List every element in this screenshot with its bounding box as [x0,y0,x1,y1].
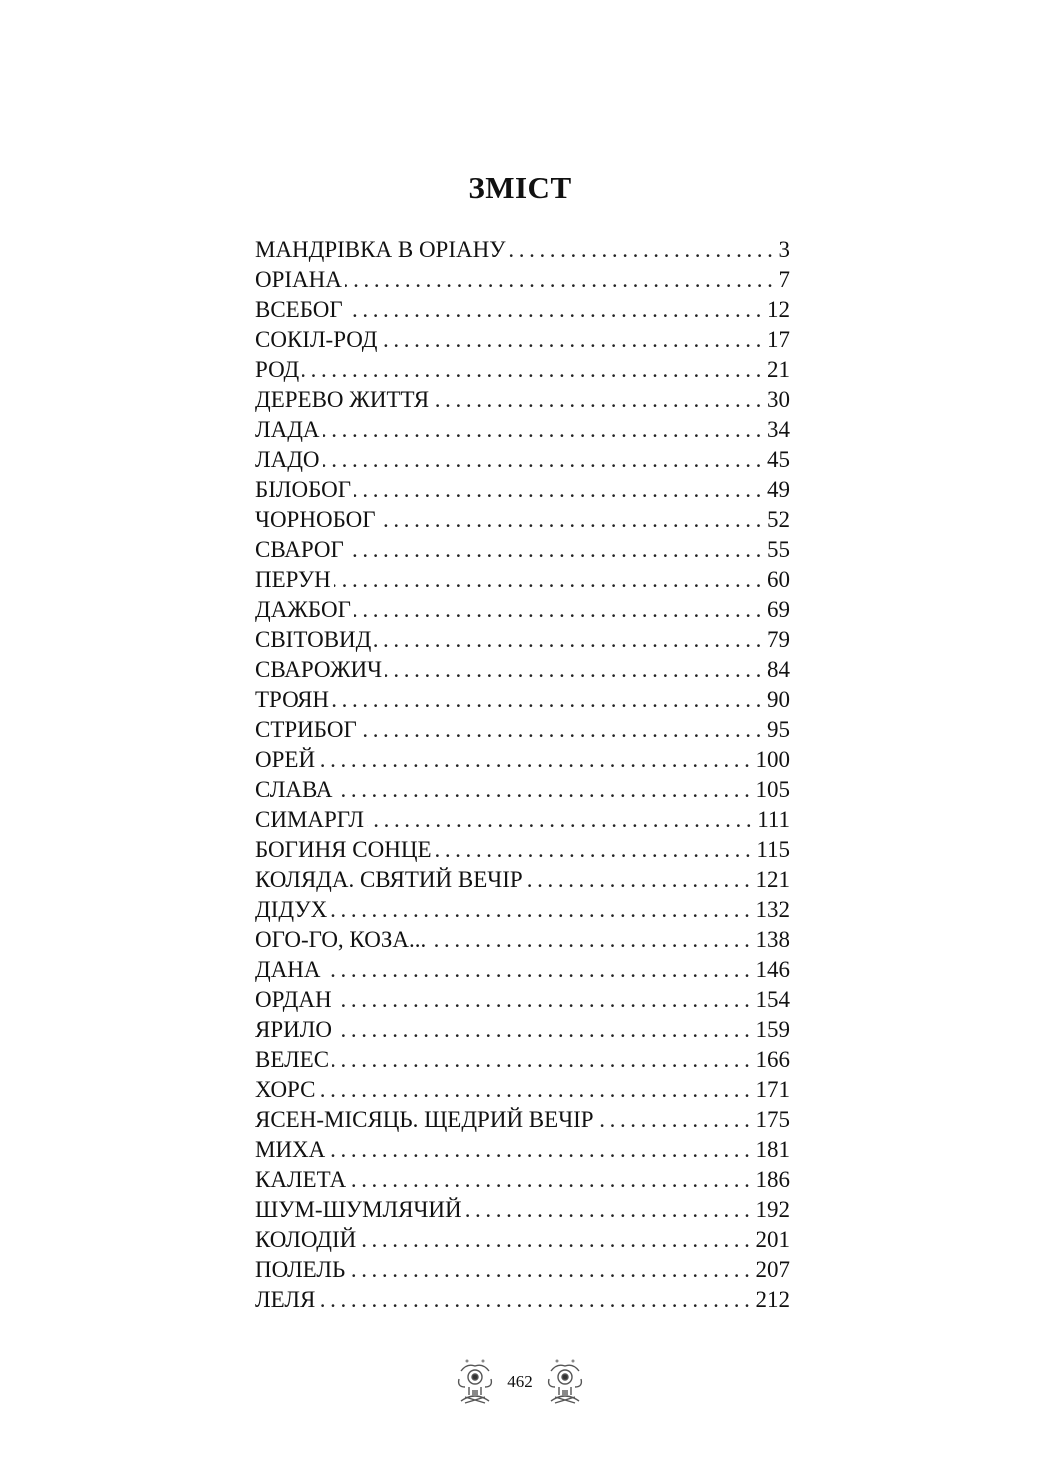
dot-leader [318,1075,754,1105]
toc-entry-page: 21 [767,357,790,382]
toc-entry-page: 121 [755,867,790,892]
toc-entry[interactable] [255,595,790,625]
toc-entry-title: РОД [255,357,300,382]
toc-entry[interactable] [255,655,790,685]
toc-entry[interactable] [255,955,790,985]
dot-leader [597,1105,755,1135]
toc-entry-page: 7 [778,267,790,292]
dot-leader [323,445,766,475]
dot-leader [367,805,756,835]
toc-entry-title: СВАРОЖИЧ [255,657,383,682]
toc-entry-title: ОРДАН [255,987,332,1012]
dot-leader [347,535,766,565]
toc-entry-title: БІЛОБОГ [255,477,352,502]
toc-entry-page: 60 [767,567,790,592]
toc-entry-title: ШУМ-ШУМЛЯЧИЙ [255,1197,462,1222]
toc-entry-page: 95 [767,717,790,742]
toc-entry-title: СОКІЛ-РОД [255,327,378,352]
toc-entry-page: 34 [767,417,790,442]
dot-leader [335,985,755,1015]
dot-leader [360,715,766,745]
toc-entry-page: 52 [767,507,790,532]
toc-entry[interactable] [255,895,790,925]
toc-entry-page: 111 [757,807,790,832]
dot-leader [379,505,766,535]
toc-entry[interactable] [255,505,790,535]
folk-ornament-icon [453,1357,497,1407]
toc-entry-title: ЛЕЛЯ [255,1287,316,1312]
toc-entry[interactable] [255,1285,790,1315]
toc-entry-title: ДІДУХ [255,897,328,922]
toc-entry-page: 49 [767,477,790,502]
toc-entry[interactable] [255,475,790,505]
dot-leader [345,265,778,295]
dot-leader [429,925,754,955]
toc-entry-title: ДАЖБОГ [255,597,351,622]
toc-entry-title: БОГИНЯ СОНЦЕ [255,837,432,862]
toc-entry-page: 175 [755,1107,790,1132]
toc-entry-page: 45 [767,447,790,472]
toc-entry[interactable] [255,1015,790,1045]
toc-entry-title: СТРИБОГ [255,717,357,742]
toc-entry-page: 84 [767,657,790,682]
toc-entry-title: ЛАДО [255,447,320,472]
page-number: 462 [507,1372,533,1391]
toc-entry-page: 12 [767,297,790,322]
toc-entry-page: 186 [755,1167,790,1192]
toc-entry-page: 3 [778,237,790,262]
toc-entry-title: ЯРИЛО [255,1017,332,1042]
dot-leader [354,595,766,625]
toc-entry-page: 105 [755,777,790,802]
toc-entry-title: СВІТОВИД [255,627,372,652]
toc-entry[interactable] [255,265,790,295]
toc-entry-title: СЛАВА [255,777,333,802]
toc-entry-title: МИХА [255,1137,326,1162]
toc-entry[interactable] [255,745,790,775]
toc-entry[interactable] [255,1045,790,1075]
toc-entry[interactable] [255,1255,790,1285]
folk-ornament-icon [543,1357,587,1407]
toc-entry[interactable] [255,445,790,475]
dot-leader [332,1045,754,1075]
toc-entry-title: ДЕРЕВО ЖИТТЯ [255,387,430,412]
toc-entry[interactable] [255,235,790,265]
toc-entry[interactable] [255,355,790,385]
toc-entry-title: ЯСЕН-МІСЯЦЬ. ЩЕДРИЙ ВЕЧІР [255,1107,594,1132]
dot-leader [318,745,754,775]
toc-entry-title: ХОРС [255,1077,316,1102]
toc-entry[interactable] [255,1165,790,1195]
toc-entry[interactable] [255,415,790,445]
dot-leader [348,1255,754,1285]
toc-entry-title: ЛАДА [255,417,320,442]
dot-leader [354,475,766,505]
dot-leader [324,955,755,985]
toc-entry-title: ОГО-ГО, КОЗА... [255,927,427,952]
dot-leader [374,625,766,655]
toc-entry-page: 17 [767,327,790,352]
toc-entry-title: ВЕЛЕС [255,1047,330,1072]
dot-leader [526,865,755,895]
toc-entry-title: ЧОРНОБОГ [255,507,376,532]
toc-entry-page: 79 [767,627,790,652]
dot-leader [509,235,778,265]
toc-entry[interactable] [255,925,790,955]
dot-leader [465,1195,755,1225]
dot-leader [334,565,766,595]
toc-entry-page: 146 [755,957,790,982]
toc-entry[interactable] [255,385,790,415]
toc-entry-page: 132 [755,897,790,922]
toc-entry[interactable] [255,325,790,355]
dot-leader [318,1285,754,1315]
toc-entry-title: ПЕРУН [255,567,331,592]
toc-entry-page: 207 [755,1257,790,1282]
toc-entry[interactable] [255,625,790,655]
toc-entry-page: 166 [755,1047,790,1072]
toc-entry[interactable] [255,805,790,835]
dot-leader [332,685,766,715]
dot-leader [349,1165,754,1195]
dot-leader [435,835,756,865]
toc-entry-page: 69 [767,597,790,622]
toc-entry[interactable] [255,1195,790,1225]
toc-entry-title: КОЛОДІЙ [255,1227,357,1252]
toc-entry-page: 138 [755,927,790,952]
dot-leader [346,295,766,325]
toc-entry-title: ТРОЯН [255,687,330,712]
toc-entry-page: 90 [767,687,790,712]
toc-entry[interactable] [255,295,790,325]
toc-entry[interactable] [255,1135,790,1165]
toc-entry-title: ОРІАНА [255,267,342,292]
toc-entry-page: 212 [755,1287,790,1312]
page-footer [0,1352,1040,1412]
dot-leader [380,325,766,355]
toc-entry[interactable] [255,1075,790,1105]
dot-leader [335,775,754,805]
dot-leader [328,1135,754,1165]
table-of-contents [255,235,790,1315]
toc-entry-page: 159 [755,1017,790,1042]
toc-entry[interactable] [255,865,790,895]
toc-entry-title: ДАНА [255,957,321,982]
toc-entry[interactable] [255,565,790,595]
dot-leader [323,415,766,445]
toc-entry[interactable] [255,985,790,1015]
toc-entry-page: 171 [755,1077,790,1102]
toc-entry[interactable] [255,835,790,865]
dot-leader [302,355,766,385]
toc-entry[interactable] [255,715,790,745]
toc-entry-title: СИМАРГЛ [255,807,364,832]
toc-entry-page: 55 [767,537,790,562]
page-title: ЗМІСТ [468,170,572,205]
toc-entry-title: ПОЛЕЛЬ [255,1257,346,1282]
toc-entry-title: ВСЕБОГ [255,297,343,322]
toc-entry-page: 30 [767,387,790,412]
toc-entry[interactable] [255,685,790,715]
dot-leader [432,385,766,415]
dot-leader [359,1225,754,1255]
toc-entry-title: КОЛЯДА. СВЯТИЙ ВЕЧІР [255,867,523,892]
dot-leader [335,1015,755,1045]
toc-entry-page: 192 [755,1197,790,1222]
dot-leader [330,895,754,925]
toc-entry[interactable] [255,1225,790,1255]
dot-leader [385,655,766,685]
toc-entry-page: 115 [756,837,790,862]
toc-entry-page: 100 [755,747,790,772]
toc-entry[interactable] [255,775,790,805]
toc-entry-title: КАЛЕТА [255,1167,347,1192]
toc-entry-title: МАНДРІВКА В ОРІАНУ [255,237,506,262]
toc-entry-title: ОРЕЙ [255,747,316,772]
toc-entry[interactable] [255,1105,790,1135]
toc-entry-title: СВАРОГ [255,537,344,562]
toc-entry[interactable] [255,535,790,565]
toc-entry-page: 201 [755,1227,790,1252]
toc-entry-page: 181 [755,1137,790,1162]
toc-entry-page: 154 [755,987,790,1012]
